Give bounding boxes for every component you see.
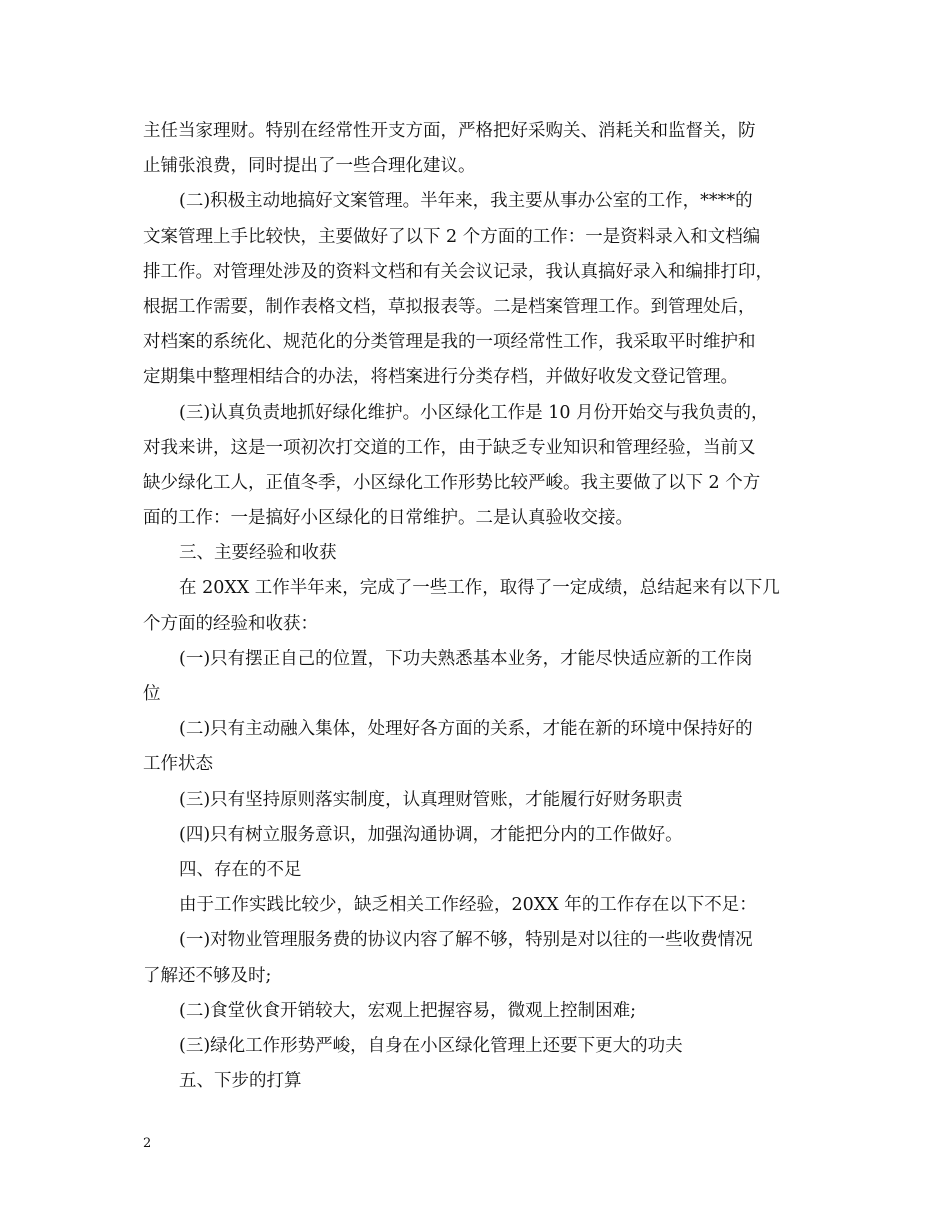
text-line: (二)积极主动地搞好文案管理。半年来，我主要从事办公室的工作，****的	[179, 191, 753, 212]
text-line: (三)认真负责地抓好绿化维护。小区绿化工作是 10 月份开始交与我负责的，	[179, 402, 769, 423]
text-line: 止铺张浪费，同时提出了一些合理化建议。	[143, 156, 476, 177]
document-body	[143, 114, 813, 1099]
text-line: (二)只有主动融入集体，处理好各方面的关系，才能在新的环境中保持好的	[179, 719, 753, 740]
text-line: (二)食堂伙食开销较大，宏观上把握容易，微观上控制困难;	[179, 1000, 637, 1021]
text-line: (一)只有摆正自己的位置，下功夫熟悉基本业务，才能尽快适应新的工作岗	[179, 648, 753, 669]
text-line: 对档案的系统化、规范化的分类管理是我的一项经常性工作，我采取平时维护和	[143, 332, 756, 353]
text-line: 了解还不够及时;	[143, 965, 272, 986]
text-line: 文案管理上手比较快，主要做好了以下 2 个方面的工作：一是资料录入和文档编	[143, 226, 761, 247]
text-line: 面的工作：一是搞好小区绿化的日常维护。二是认真验收交接。	[143, 508, 633, 529]
text-line: 四、存在的不足	[179, 859, 302, 880]
text-line: 工作状态	[143, 754, 213, 775]
text-line: 对我来讲，这是一项初次打交道的工作，由于缺乏专业知识和管理经验，当前又	[143, 437, 756, 458]
text-line: 定期集中整理相结合的办法，将档案进行分类存档，并做好收发文登记管理。	[143, 367, 738, 388]
text-line: (一)对物业管理服务费的协议内容了解不够，特别是对以往的一些收费情况	[179, 930, 753, 951]
text-line: 缺少绿化工人，正值冬季，小区绿化工作形势比较严峻。我主要做了以下 2 个方	[143, 472, 761, 493]
text-line: 由于工作实践比较少，缺乏相关工作经验，20XX 年的工作存在以下不足：	[179, 895, 757, 916]
text-line: 个方面的经验和收获：	[143, 613, 318, 634]
text-line: 根据工作需要，制作表格文档，草拟报表等。二是档案管理工作。到管理处后，	[143, 296, 756, 317]
text-line: (三)绿化工作形势严峻，自身在小区绿化管理上还要下更大的功夫	[179, 1035, 683, 1056]
text-line: 排工作。对管理处涉及的资料文档和有关会议记录，我认真搞好录入和编排打印，	[143, 261, 773, 282]
text-line: (三)只有坚持原则落实制度，认真理财管账，才能履行好财务职责	[179, 789, 683, 810]
text-line: (四)只有树立服务意识，加强沟通协调，才能把分内的工作做好。	[179, 824, 683, 845]
text-line: 五、下步的打算	[179, 1071, 302, 1092]
text-line: 三、主要经验和收获	[179, 543, 337, 564]
text-line: 主任当家理财。特别在经常性开支方面，严格把好采购关、消耗关和监督关，防	[143, 121, 756, 141]
text-line: 位	[143, 684, 161, 704]
page-number: 2	[143, 1136, 152, 1151]
text-line: 在 20XX 工作半年来，完成了一些工作，取得了一定成绩，总结起来有以下几	[179, 578, 780, 599]
